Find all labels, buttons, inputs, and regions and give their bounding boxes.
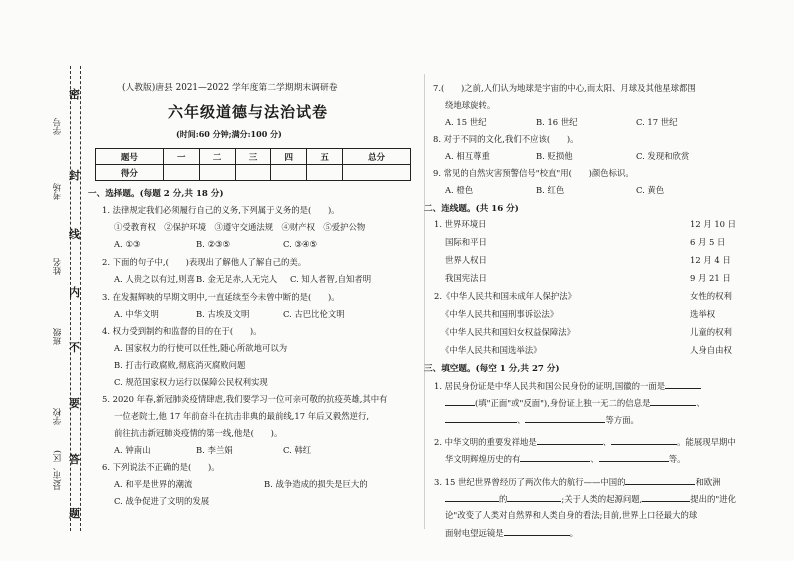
match1-left-item[interactable]: 1. 世界环境日 [434,219,487,229]
score-cell[interactable] [199,165,235,181]
q5-stem-line2: 一位老院士,他 17 年前奋斗在抗击非典的最前线,17 年后又毅然逆行, [114,411,370,421]
seal-line-inner [80,66,81,531]
q2-option-b: B. 金无足赤,人无完人 [196,274,278,284]
margin-label-student-id: 学号 [53,118,63,135]
blank-field[interactable] [445,397,475,406]
fill1-text: 、 [517,415,526,425]
match1-right-item[interactable]: 12 月 4 日 [690,255,731,265]
blank-field[interactable] [642,493,690,502]
fill1-line3 [445,414,639,425]
blank-field[interactable] [665,380,701,389]
score-row-label: 得分 [96,165,164,181]
score-table-header-row [96,149,411,165]
q7-stem-line2: 绕地球旋转。 [445,100,496,110]
q2-stem: 2. 下面的句子中,( )表现出了解他人了解自己的美。 [102,257,307,267]
match2-left-item[interactable]: 《中华人民共和国妇女权益保障法》 [441,327,575,337]
q8-option-a: A. 相互尊重 [445,151,490,161]
score-header-cell: 二 [199,149,235,165]
q6-option-b: B. 战争造成的损失是巨大的 [264,479,368,489]
score-header-cell: 五 [307,149,343,165]
blank-field[interactable] [650,397,696,406]
fill3-text: 提出的"进化 [690,494,736,504]
match1-right-item[interactable]: 12 月 10 日 [690,219,737,229]
exam-subtitle: (时间:60 分钟;满分:100 分) [176,129,282,139]
margin-word-1: 密 [69,88,80,101]
margin-word-4: 内 [69,286,80,299]
margin-label-county: 县(市、区) [53,450,63,491]
q3-option-c: C. 古巴比伦文明 [283,309,345,319]
q5-stem-line3: 前往抗击新冠肺炎疫情的第一线,他是( )。 [114,428,283,438]
q8-stem: 8. 对于不同的文化,我们不应该( )。 [433,134,579,144]
q4-option-b: B. 打击行政腐败,彻底消灭腐败问题 [114,360,246,370]
q9-stem: 9. 常见的自然灾害预警信号"校直"用( )颜色标识。 [433,168,634,178]
q6-option-a: A. 和平是世界的潮流 [114,479,193,489]
blank-field[interactable] [445,493,499,502]
q5-stem-line1: 5. 2020 年春,新冠肺炎疫情肆虐,我们要学习一位可亲可敬的抗疫英雄,其中有 [102,394,388,404]
section-3-heading: 三、填空题。(每空 1 分,共 27 分) [424,364,560,374]
margin-label-school: 学校 [53,408,63,425]
q5-option-b: B. 李兰娟 [196,445,233,455]
exam-header: (人教版)唐县 2021—2022 学年度第二学期期末调研卷 [122,83,338,93]
q8-option-c: C. 发现和欣赏 [636,151,690,161]
q1-items: ①受教育权 ②保护环境 ③遵守交通法规 ④财产权 ⑤爱护公物 [114,222,366,232]
section-1-heading: 一、选择题。(每题 2 分,共 18 分) [88,189,224,199]
fill3-line2 [445,493,736,504]
fill3-line3: 论"改变了人类对自然界和人类自身的看法;目前,世界上口径最大的球 [445,510,698,520]
page-fold-divider [424,74,425,529]
fill3-text: 。 [569,528,578,538]
margin-word-5: 不 [69,341,80,354]
match2-left-item[interactable]: 《中华人民共和国刑事诉讼法》 [441,309,559,319]
match1-right-item[interactable]: 6 月 5 日 [690,237,726,247]
q7-option-a: A. 15 世纪 [445,117,487,127]
fill2-text: 等。 [668,454,686,464]
q4-option-c: C. 规范国家权力运行以保障公民权利实现 [114,377,268,387]
fill3-text: 面射电望远镜是 [445,528,504,538]
match2-right-item[interactable]: 人身自由权 [690,345,732,355]
q9-option-c: C. 黄色 [636,185,665,195]
blank-field[interactable] [611,436,677,445]
q9-option-a: A. 橙色 [445,185,474,195]
match2-right-item[interactable]: 女性的权利 [690,291,732,301]
q7-option-b: B. 16 世纪 [536,117,578,127]
score-header-cell: 四 [271,149,307,165]
q4-stem: 4. 权力受到制约和监督的目的在于( )。 [102,326,262,336]
q8-option-b: B. 贬损他 [536,151,573,161]
fill1-line2 [445,397,705,408]
q1-option-a: A. ①③ [114,239,141,249]
fill1-line1 [434,380,701,391]
score-cell[interactable] [235,165,271,181]
fill1-text: 、 [696,398,705,408]
score-header-cell: 题号 [96,149,164,165]
blank-field[interactable] [537,436,603,445]
margin-word-2: 封 [69,169,80,182]
fill1-text: 等方面。 [605,415,639,425]
q6-option-c: C. 战争促进了文明的发展 [114,496,210,506]
blank-field[interactable] [599,453,669,462]
score-table-score-row [96,165,411,181]
match2-right-item[interactable]: 选举权 [690,309,716,319]
match2-left-item[interactable]: 2.《中华人民共和国未成年人保护法》 [434,291,576,301]
match2-left-item[interactable]: 《中华人民共和国选举法》 [441,345,542,355]
fill2-text: 华文明辉煌历史的有 [445,454,521,464]
q5-option-a: A. 钟南山 [114,445,151,455]
fill2-line2 [445,453,686,464]
match1-left-item[interactable]: 我国宪法日 [445,273,487,283]
fill2-text: 、 [590,454,599,464]
margin-word-7: 答 [69,453,80,466]
q1-option-c: C. ③④⑤ [283,239,317,249]
blank-field[interactable] [625,476,695,485]
match1-left-item[interactable]: 世界人权日 [445,255,487,265]
q7-option-c: C. 17 世纪 [636,117,678,127]
margin-label-name: 姓名 [53,258,63,275]
margin-label-class: 班级 [53,328,63,345]
blank-field[interactable] [507,493,561,502]
margin-word-8: 题 [69,507,80,520]
score-header-cell: 总分 [343,149,411,165]
margin-word-6: 要 [69,397,80,410]
q6-stem: 6. 下列说法不正确的是( )。 [102,462,220,472]
q1-option-b: B. ②③⑤ [196,239,231,249]
score-cell[interactable] [271,165,307,181]
margin-word-3: 线 [69,228,80,241]
fill3-text: ;关于人类的起源问题, [561,494,643,504]
q3-option-b: B. 古埃及文明 [196,309,250,319]
q7-stem-line1: 7.( )之前,人们认为地球是宇宙的中心,而太阳、月球及其他星球都围 [433,83,696,93]
q1-stem: 1. 法律规定我们必须履行自己的义务,下列属于义务的是( )。 [102,205,340,215]
fill3-line4 [445,527,578,538]
match2-right-item[interactable]: 儿童的权利 [690,327,732,337]
fill2-text: 。能展现早期中 [677,437,736,447]
q9-option-b: B. 红色 [536,185,565,195]
fill3-text: 的 [499,494,508,504]
fill1-text: 1. 居民身份证是中华人民共和国公民身份的证明,国徽的一面是 [434,381,666,391]
blank-field[interactable] [504,527,570,536]
section-2-heading: 二、连线题。(共 16 分) [424,204,519,214]
fill2-text: 2. 中华文明的重要发祥地是 [434,437,537,447]
fill3-text: 和欧洲 [695,477,721,487]
q3-stem: 3. 在发掘辉映的早期文明中,一直延续至今未曾中断的是( )。 [102,292,340,302]
blank-field[interactable] [445,414,517,423]
fill1-text: (填"正面"或"反面"),身份证上独一无二的信息是 [475,398,651,408]
score-cell[interactable] [163,165,199,181]
q5-option-c: C. 韩红 [283,445,312,455]
blank-field[interactable] [525,414,605,423]
blank-field[interactable] [520,453,590,462]
score-header-cell: 三 [235,149,271,165]
fill2-text: 、 [602,437,612,447]
fill3-line1 [434,476,721,487]
score-table [95,148,411,181]
margin-label-exam-room: 考场 [53,183,63,200]
exam-title: 六年级道德与法治试卷 [168,103,329,121]
q4-option-a: A. 国家权力的行使可以任性,随心所欲地可以为 [114,343,288,353]
fill2-line1 [434,436,736,447]
score-header-cell: 一 [163,149,199,165]
fill3-text: 3. 15 世纪世界曾经历了两次伟大的航行——中国的 [434,477,626,487]
q2-option-a: A. 人贵之以有过,则喜 [114,274,196,284]
q2-option-c: C. 知人者智,自知者明 [290,274,372,284]
q3-option-a: A. 中华文明 [114,309,159,319]
score-cell[interactable] [343,165,411,181]
match1-right-item[interactable]: 9 月 21 日 [690,273,731,283]
score-cell[interactable] [307,165,343,181]
match1-left-item[interactable]: 国际和平日 [445,237,487,247]
